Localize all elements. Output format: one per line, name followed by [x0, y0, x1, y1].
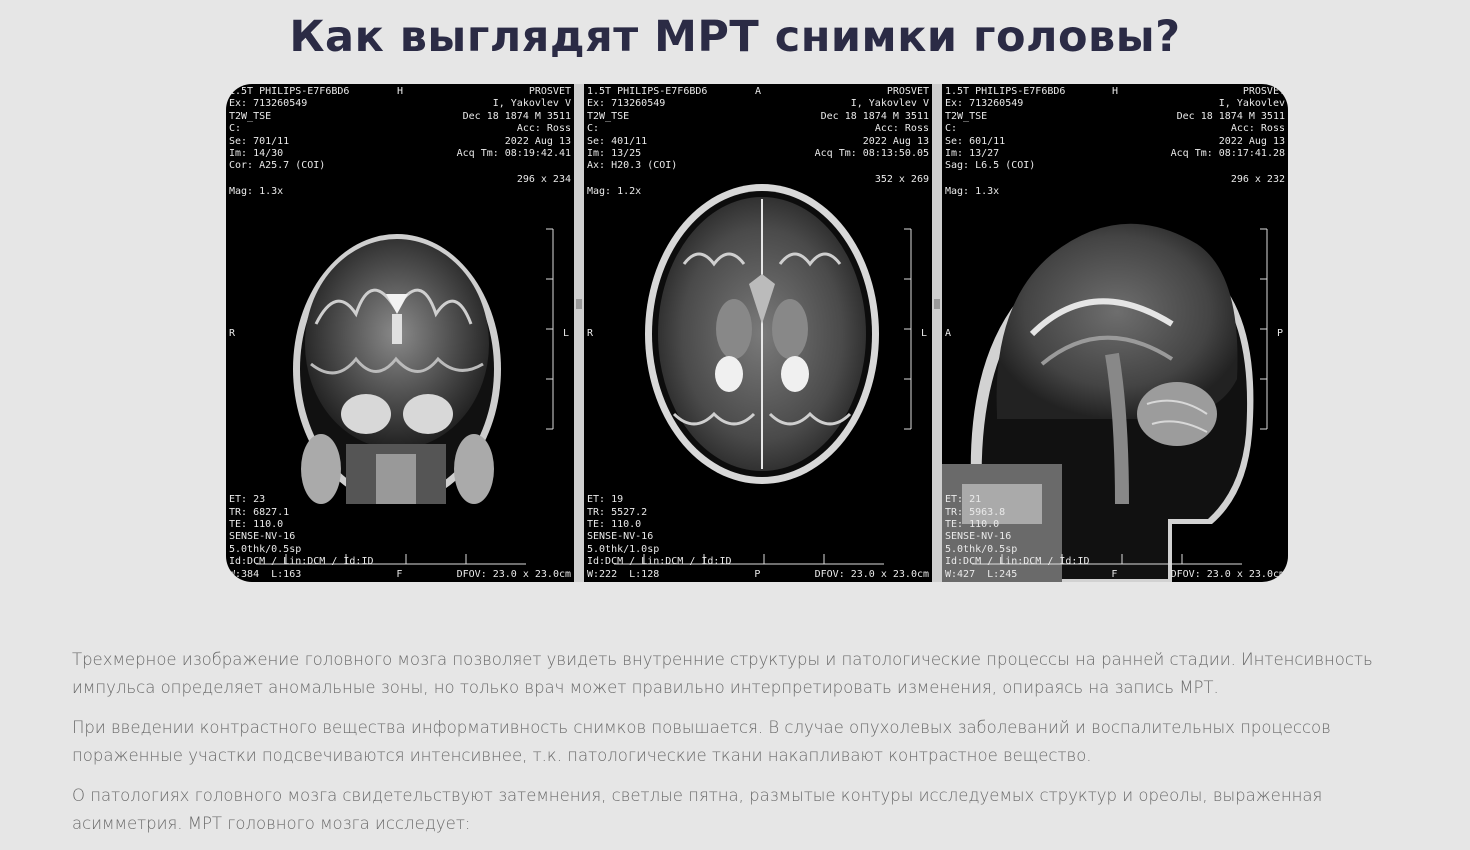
- scan-info-top-left: 1.5T PHILIPS-E7F6BD6 Ex: 713260549 T2W_TSE C: Se: 701/11 Im: 14/30 Cor: A25.7 (COI): [229, 86, 350, 172]
- scan-orientation-top: H: [396, 86, 404, 97]
- scan-matrix: 296 x 234: [516, 174, 571, 185]
- divider-grip: [576, 299, 582, 309]
- mri-sagittal-image[interactable]: [942, 84, 1288, 582]
- scan-fov: DFOV: 23.0 x 23.0cm: [456, 568, 571, 580]
- paragraph: При введении контрастного вещества информативность снимков повышается. В случае опухолевых заболеваний и воспалительных процессов пораженные участки подсвечиваются интенсивнее, т.к. патологические ткани накапливают контрастное вещество.: [72, 718, 1331, 765]
- scan-matrix: 352 x 269: [874, 174, 929, 185]
- scan-matrix: 296 x 232: [1230, 174, 1285, 185]
- scan-orientation-left: R: [229, 328, 236, 339]
- scan-orientation-right: L: [920, 328, 927, 339]
- scan-info-top-right: PROSVET I, Yakovlev V Dec 18 1874 M 3511 Acc: Ross 2022 Aug 13 Acq Tm: 08:19:42.41: [456, 86, 571, 160]
- scan-info-bottom-left: ET: 23 TR: 6827.1 TE: 110.0 SENSE-NV-16 5.0thk/0.5sp Id:DCM / Lin:DCM / Id:ID W:384 L:163: [229, 494, 374, 580]
- scan-magnification: Mag: 1.3x: [229, 186, 284, 197]
- scan-orientation-right: P: [1276, 328, 1283, 339]
- scan-orientation-left: A: [945, 328, 952, 339]
- scan-info-top-left: 1.5T PHILIPS-E7F6BD6 Ex: 713260549 T2W_TSE C: Se: 401/11 Im: 13/25 Ax: H20.3 (COI): [587, 86, 708, 172]
- mri-coronal-image[interactable]: [226, 84, 574, 582]
- scan-info-bottom-left: ET: 21 TR: 5963.8 TE: 110.0 SENSE-NV-16 5.0thk/0.5sp Id:DCM / Lin:DCM / Id:ID W:427 L:245: [945, 494, 1090, 580]
- gallery-divider: [574, 84, 584, 582]
- scan-orientation-right: L: [562, 328, 569, 339]
- paragraph: О патологиях головного мозга свидетельствуют затемнения, светлые пятна, размытые контуры исследуемых структур и ореолы, выраженная асимметрия. МРТ головного мозга исследует:: [72, 786, 1323, 833]
- paragraph: Трехмерное изображение головного мозга позволяет увидеть внутренние структуры и патологические процессы на ранней стадии. Интенсивность импульса определяет аномальные зоны, но только врач может правильно интерпретировать изменения, опираясь на запись МРТ.: [72, 650, 1373, 697]
- scan-info-top-right: PROSVET I, Yakovlev V Dec 18 1874 M 3511 Acc: Ross 2022 Aug 13 Acq Tm: 08:13:50.05: [814, 86, 929, 160]
- scan-info-top-left: 1.5T PHILIPS-E7F6BD6 Ex: 713260549 T2W_TSE C: Se: 601/11 Im: 13/27 Sag: L6.5 (COI): [945, 86, 1066, 172]
- divider-grip: [934, 299, 940, 309]
- mri-axial-image[interactable]: [584, 84, 932, 582]
- mri-image-gallery: [226, 84, 1288, 582]
- scan-magnification: Mag: 1.2x: [587, 186, 642, 197]
- scan-orientation-bottom: F: [396, 568, 403, 580]
- scan-orientation-top: H: [1111, 86, 1119, 97]
- gallery-divider: [932, 84, 942, 582]
- scan-fov: DFOV: 23.0 x 23.0cm: [1170, 568, 1285, 580]
- scan-magnification: Mag: 1.3x: [945, 186, 1000, 197]
- page-title: Как выглядят МРТ снимки головы?: [289, 12, 1181, 62]
- scan-fov: DFOV: 23.0 x 23.0cm: [814, 568, 929, 580]
- scan-info-bottom-left: ET: 19 TR: 5527.2 TE: 110.0 SENSE-NV-16 5.0thk/1.0sp Id:DCM / Lin:DCM / Id:ID W:222 L:128: [587, 494, 732, 580]
- scan-orientation-top: A: [754, 86, 762, 97]
- scan-info-top-right: PROSVET I, Yakovlev Dec 18 1874 M 3511 Acc: Ross 2022 Aug 13 Acq Tm: 08:17:41.28: [1170, 86, 1285, 160]
- scan-orientation-bottom: P: [754, 568, 761, 580]
- article-text: [72, 646, 1412, 850]
- scan-orientation-bottom: F: [1111, 568, 1118, 580]
- scan-orientation-left: R: [587, 328, 594, 339]
